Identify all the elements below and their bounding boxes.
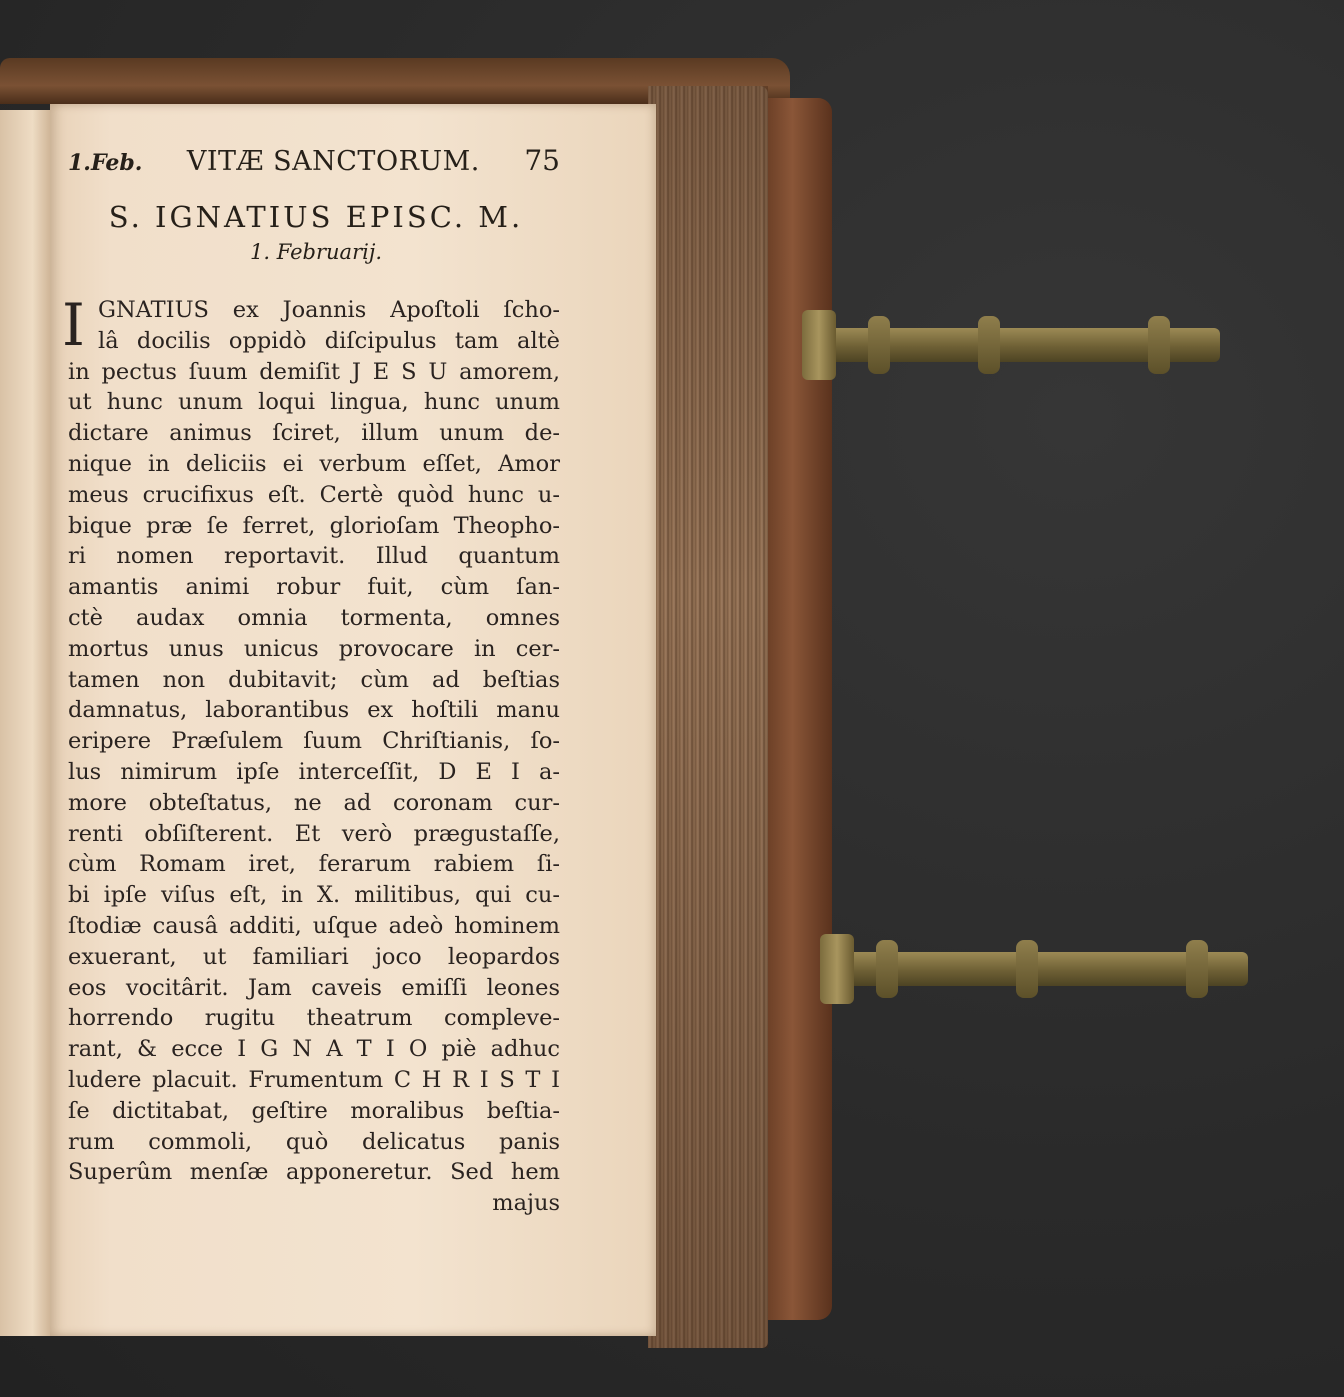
clasp-knob	[1148, 316, 1170, 374]
text-line: rum commoli, quò delicatus panis	[68, 1128, 560, 1155]
chapter-date: 1. Februarij.	[249, 240, 383, 264]
text-line: ri nomen reportavit. Illud quantum	[68, 543, 560, 570]
clasp-knob	[1016, 940, 1038, 998]
running-head-date: 1.Feb.	[68, 150, 143, 176]
clasp-knob	[1186, 940, 1208, 998]
clasp-knob	[978, 316, 1000, 374]
text-line: eripere Præſulem ſuum Chriſtianis, ſo-	[68, 728, 560, 755]
facing-page-edge	[0, 110, 56, 1336]
text-line: ſe dictitabat, geſtire moralibus beſtia-	[68, 1097, 560, 1124]
chapter-heading: S. IGNATIUS EPISC. M.	[108, 200, 524, 234]
text-line: ſtodiæ causâ additi, uſque adeò hominem	[68, 912, 560, 939]
clasp-knob	[876, 940, 898, 998]
text-line: renti obſiſterent. Et verò prægustaſſe,	[68, 820, 560, 847]
text-line: mortus unus unicus provocare in cer-	[68, 635, 560, 662]
text-line: in pectus ſuum demiſit J E S U amorem,	[68, 358, 560, 385]
clasp-hinge-upper	[802, 310, 836, 380]
body-text	[68, 295, 560, 1219]
text-line: tamen non dubitavit; cùm ad beſtias	[68, 666, 560, 693]
text-line: ctè audax omnia tormenta, omnes	[68, 604, 560, 631]
text-line: exuerant, ut familiari joco leopardos	[68, 943, 560, 970]
text-line: horrendo rugitu theatrum compleve-	[68, 1005, 560, 1032]
page-fore-edge	[648, 86, 768, 1348]
page-number: 75	[524, 144, 560, 177]
text-line: lâ docilis oppidò diſcipulus tam altè	[98, 327, 560, 354]
text-line: amantis animi robur fuit, cùm ſan-	[68, 574, 560, 601]
text-line: eos vocitârit. Jam caveis emiſſi leones	[68, 974, 560, 1001]
catchword: majus	[492, 1190, 560, 1217]
text-line: damnatus, laborantibus ex hoſtili manu	[68, 697, 560, 724]
text-line: bi ipſe viſus eſt, in X. militibus, qui cu-	[68, 882, 560, 909]
text-line: meus crucifixus eſt. Certè quòd hunc u-	[68, 481, 560, 508]
text-line: cùm Romam iret, ferarum rabiem ſi-	[68, 851, 560, 878]
text-line: ludere placuit. Frumentum C H R I S T I	[68, 1066, 560, 1093]
drop-cap: I	[62, 291, 85, 359]
running-head-title: VITÆ SANCTORUM.	[186, 146, 480, 177]
text-line: GNATIUS ex Joannis Apoſtoli ſcho-	[98, 297, 560, 323]
running-head	[68, 144, 560, 177]
text-line: ut hunc unum loqui lingua, hunc unum	[68, 389, 560, 416]
book-cover-edge	[766, 98, 832, 1320]
text-line: more obteſtatus, ne ad coronam cur-	[68, 789, 560, 816]
clasp-knob	[868, 316, 890, 374]
text-line: bique præ ſe ferret, glorioſam Theopho-	[68, 512, 560, 539]
clasp-upper	[828, 328, 1220, 362]
text-line: Superûm menſæ apponeretur. Sed hem	[68, 1159, 560, 1186]
text-line: lus nimirum ipſe interceſſit, D E I a-	[68, 758, 560, 785]
text-line: nique in deliciis ei verbum eſſet, Amor	[68, 450, 560, 477]
text-line: rant, & ecce I G N A T I O piè adhuc	[68, 1036, 560, 1063]
text-line: dictare animus ſciret, illum unum de-	[68, 420, 560, 447]
clasp-lower	[846, 952, 1248, 986]
clasp-hinge-lower	[820, 934, 854, 1004]
